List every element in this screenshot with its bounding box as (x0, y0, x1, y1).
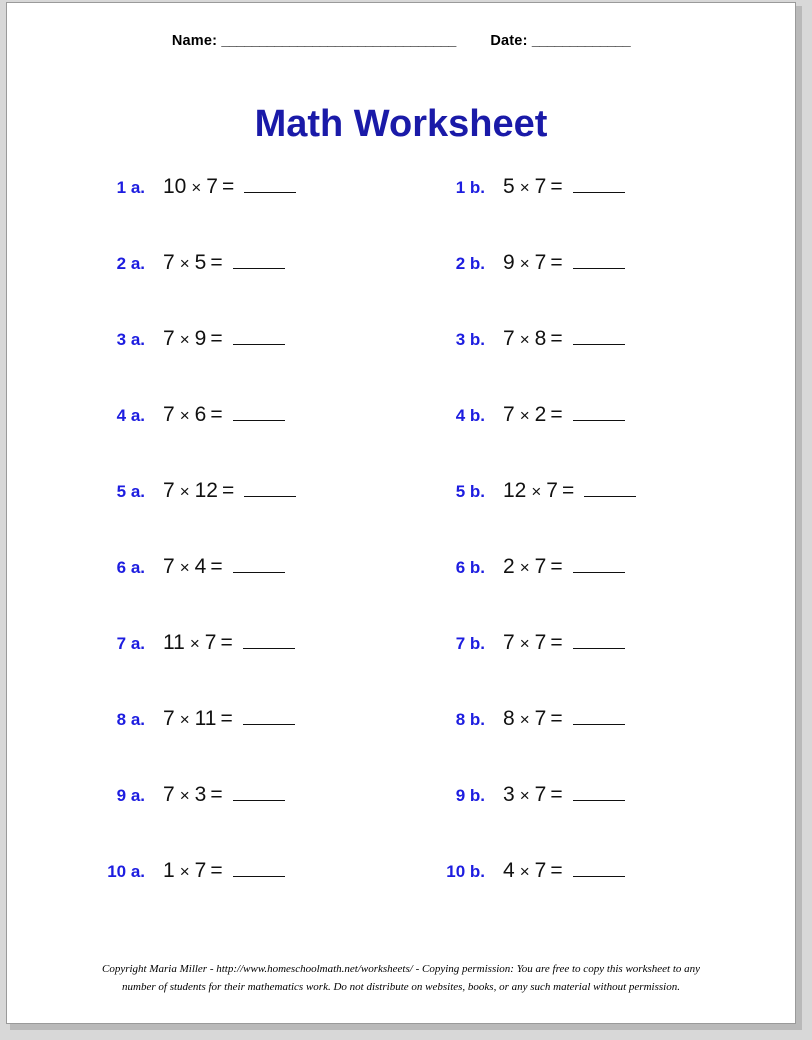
answer-blank[interactable] (233, 785, 285, 801)
problem-number: 3 b. (455, 330, 485, 349)
equals-sign: = (550, 859, 563, 882)
problem-7b (429, 631, 625, 655)
operand-b: 6 (194, 403, 207, 426)
equals-sign: = (220, 707, 233, 730)
problem-number: 7 b. (455, 634, 485, 653)
operator-icon: × (179, 254, 190, 273)
problem-expression (163, 327, 285, 351)
problem-number: 2 a. (116, 254, 145, 273)
operator-icon: × (519, 558, 530, 577)
problem-number: 10 a. (107, 862, 145, 881)
operand-a: 3 (503, 783, 515, 806)
equals-sign: = (550, 403, 563, 426)
equals-sign: = (550, 783, 563, 806)
problem-row (7, 631, 795, 707)
operand-b: 4 (194, 555, 207, 578)
problem-number: 2 b. (455, 254, 485, 273)
operand-b: 5 (194, 251, 207, 274)
problem-expression (163, 631, 295, 655)
problem-5a (89, 479, 296, 503)
operator-icon: × (519, 786, 530, 805)
operand-a: 4 (503, 859, 515, 882)
operator-icon: × (179, 786, 190, 805)
operand-b: 7 (534, 555, 547, 578)
operand-b: 7 (534, 783, 547, 806)
answer-blank[interactable] (233, 253, 285, 269)
operand-a: 9 (503, 251, 515, 274)
answer-blank[interactable] (573, 557, 625, 573)
operand-b: 7 (534, 175, 547, 198)
operator-icon: × (519, 862, 530, 881)
answer-blank[interactable] (233, 405, 285, 421)
answer-blank[interactable] (573, 253, 625, 269)
operand-a: 2 (503, 555, 515, 578)
equals-sign: = (550, 327, 563, 350)
problem-1b (429, 175, 625, 199)
equals-sign: = (550, 555, 563, 578)
operator-icon: × (519, 634, 530, 653)
name-label: Name: (171, 33, 218, 49)
operand-a: 7 (163, 555, 175, 578)
problem-9b (429, 783, 625, 807)
operator-icon: × (179, 406, 190, 425)
answer-blank[interactable] (243, 633, 295, 649)
worksheet-page (6, 2, 796, 1024)
operator-icon: × (179, 482, 190, 501)
operand-b: 3 (194, 783, 207, 806)
problem-row (7, 327, 795, 403)
copyright-line-2: number of students for their mathematics work. Do not distribute on websites, books, or any such material without permission. (122, 981, 680, 994)
problem-4a (89, 403, 285, 427)
problem-expression (503, 251, 625, 275)
operand-b: 7 (206, 175, 218, 198)
answer-blank[interactable] (573, 177, 625, 193)
operand-a: 7 (163, 251, 175, 274)
problem-number: 7 a. (116, 634, 145, 653)
operator-icon: × (519, 178, 530, 197)
problem-expression (503, 327, 625, 351)
problem-2a (89, 251, 285, 275)
equals-sign: = (550, 175, 563, 198)
problem-number: 6 a. (116, 558, 145, 577)
problem-9a (89, 783, 285, 807)
problem-2b (429, 251, 625, 275)
equals-sign: = (210, 783, 223, 806)
equals-sign: = (210, 327, 223, 350)
operand-b: 7 (534, 707, 547, 730)
problem-number: 4 a. (116, 406, 145, 425)
operator-icon: × (519, 254, 530, 273)
problem-5b (429, 479, 636, 503)
problem-expression (163, 555, 285, 579)
answer-blank[interactable] (244, 177, 296, 193)
page-title: Math Worksheet (254, 103, 548, 145)
equals-sign: = (221, 479, 235, 502)
problem-row (7, 555, 795, 631)
operand-a: 5 (503, 175, 515, 198)
equals-sign: = (561, 479, 575, 502)
operand-a: 7 (163, 479, 175, 502)
operator-icon: × (179, 862, 190, 881)
operand-b: 7 (534, 251, 547, 274)
operand-a: 12 (503, 479, 527, 502)
problem-3b (429, 327, 625, 351)
problem-8a (89, 707, 295, 731)
operator-icon: × (519, 406, 530, 425)
problem-number: 3 a. (116, 330, 145, 349)
problem-expression (163, 175, 296, 199)
problem-number: 5 b. (455, 482, 485, 501)
answer-blank[interactable] (573, 709, 625, 725)
problem-number: 1 a. (116, 178, 145, 197)
name-date-line (7, 33, 795, 49)
operand-b: 7 (204, 631, 217, 654)
problem-6b (429, 555, 625, 579)
answer-blank[interactable] (573, 329, 625, 345)
equals-sign: = (550, 707, 563, 730)
operand-a: 7 (503, 327, 515, 350)
problem-3a (89, 327, 285, 351)
copyright-footer (67, 960, 735, 997)
answer-blank[interactable] (584, 481, 636, 497)
copyright-line-1: Copyright Maria Miller - http://www.homeschoolmath.net/worksheets/ - Copying permission: You are free to copy this worksheet to any (101, 962, 701, 975)
problem-number: 9 a. (116, 786, 145, 805)
problem-expression (163, 479, 296, 503)
equals-sign: = (550, 251, 563, 274)
operand-a: 8 (503, 707, 515, 730)
problem-number: 10 b. (446, 862, 485, 881)
operand-a: 11 (163, 631, 185, 654)
answer-blank[interactable] (244, 481, 296, 497)
equals-sign: = (550, 631, 563, 654)
answer-blank[interactable] (573, 405, 625, 421)
problem-number: 5 a. (116, 482, 145, 501)
problem-row (7, 783, 795, 859)
answer-blank[interactable] (573, 633, 625, 649)
problem-expression (503, 707, 625, 731)
problem-expression (163, 707, 295, 731)
operator-icon: × (519, 330, 530, 349)
problem-7a (89, 631, 295, 655)
problem-10a (89, 859, 285, 883)
equals-sign: = (210, 251, 223, 274)
operand-b: 9 (194, 327, 207, 350)
operand-a: 7 (163, 707, 175, 730)
problem-number: 1 b. (455, 178, 485, 197)
operator-icon: × (179, 558, 190, 577)
problem-6a (89, 555, 285, 579)
equals-sign: = (210, 859, 223, 882)
problem-1a (89, 175, 296, 199)
problem-row (7, 251, 795, 327)
operand-b: 7 (194, 859, 207, 882)
operand-b: 11 (194, 707, 217, 730)
problem-row (7, 175, 795, 251)
operator-icon: × (191, 178, 202, 197)
operator-icon: × (179, 710, 190, 729)
operand-b: 12 (194, 479, 218, 502)
operator-icon: × (531, 482, 542, 501)
problem-8b (429, 707, 625, 731)
equals-sign: = (220, 631, 233, 654)
problem-expression (163, 403, 285, 427)
problem-expression (503, 555, 625, 579)
problem-row (7, 479, 795, 555)
problem-row (7, 403, 795, 479)
problem-expression (163, 251, 285, 275)
answer-blank[interactable] (233, 861, 285, 877)
operand-b: 7 (546, 479, 558, 502)
problem-number: 8 a. (116, 710, 145, 729)
answer-blank[interactable] (233, 329, 285, 345)
equals-sign: = (210, 403, 223, 426)
problem-expression (163, 859, 285, 883)
problem-expression (503, 479, 636, 503)
problem-expression (503, 403, 625, 427)
operand-a: 7 (163, 403, 175, 426)
equals-sign: = (210, 555, 223, 578)
operand-a: 7 (503, 403, 515, 426)
operator-icon: × (179, 330, 190, 349)
problem-number: 4 b. (455, 406, 485, 425)
problem-number: 6 b. (455, 558, 485, 577)
date-blank: _____________ (531, 33, 631, 49)
operator-icon: × (519, 710, 530, 729)
problem-expression (163, 783, 285, 807)
operand-b: 7 (534, 631, 547, 654)
name-blank: _______________________________ (221, 33, 456, 49)
date-label: Date: (490, 33, 528, 49)
answer-blank[interactable] (243, 709, 295, 725)
operand-b: 8 (534, 327, 547, 350)
answer-blank[interactable] (233, 557, 285, 573)
operand-a: 1 (163, 859, 175, 882)
problem-expression (503, 783, 625, 807)
problem-expression (503, 859, 625, 883)
equals-sign: = (221, 175, 235, 198)
answer-blank[interactable] (573, 785, 625, 801)
problem-row (7, 707, 795, 783)
problem-number: 9 b. (455, 786, 485, 805)
operand-a: 7 (163, 783, 175, 806)
operand-a: 10 (163, 175, 187, 198)
answer-blank[interactable] (573, 861, 625, 877)
operand-a: 7 (503, 631, 515, 654)
problem-number: 8 b. (455, 710, 485, 729)
problem-expression (503, 175, 625, 199)
operand-b: 2 (534, 403, 547, 426)
operand-a: 7 (163, 327, 175, 350)
problem-row (7, 859, 795, 935)
problem-10b (429, 859, 625, 883)
problem-4b (429, 403, 625, 427)
problem-expression (503, 631, 625, 655)
operator-icon: × (189, 634, 200, 653)
problems-grid (7, 175, 795, 935)
operand-b: 7 (534, 859, 547, 882)
